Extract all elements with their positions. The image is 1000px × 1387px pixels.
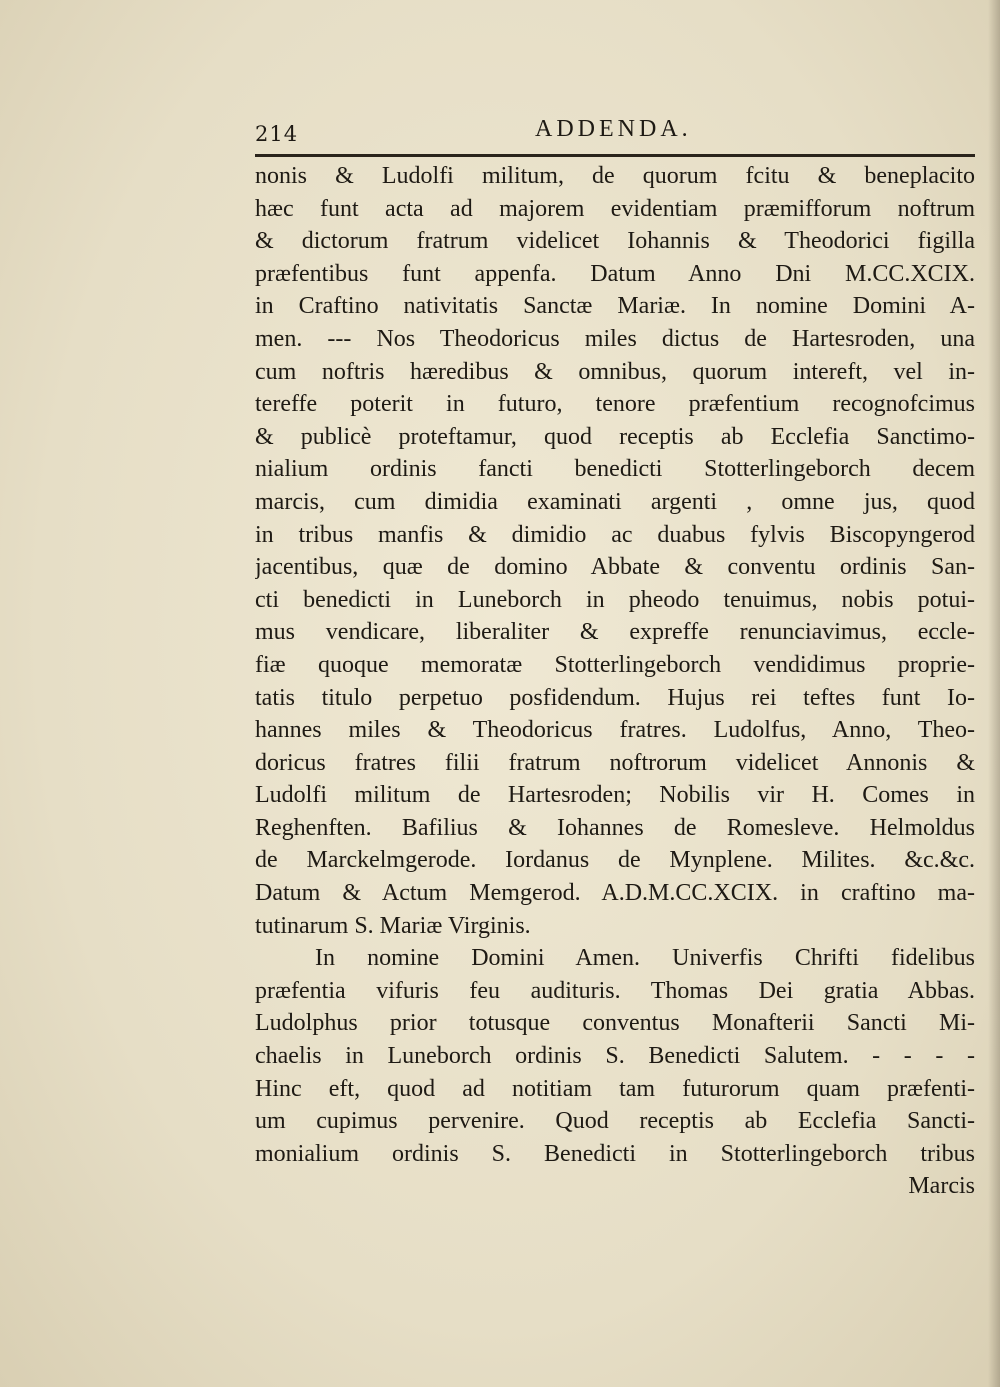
text-line: um cupimus pervenire. Quod receptis ab Ecclefia Sancti- (255, 1108, 975, 1135)
text-line: Reghenften. Bafilius & Iohannes de Romesleve. Helmoldus (255, 814, 975, 841)
text-line: tatis titulo perpetuo posfidendum. Hujus rei teftes funt Io- (255, 684, 975, 711)
text-line: de Marckelmgerode. Iordanus de Mynplene. Milites. &c.&c. (255, 847, 975, 874)
text-line: Ludolfi militum de Hartesroden; Nobilis vir H. Comes in (255, 782, 975, 809)
text-line: nialium ordinis fancti benedicti Stotterlingeborch decem (255, 456, 975, 483)
text-line: in Craftino nativitatis Sanctæ Mariæ. In nomine Domini A- (255, 293, 975, 320)
text-body (255, 160, 975, 1203)
text-line: mus vendicare, liberaliter & expreffe renunciavimus, eccle- (255, 619, 975, 646)
text-line: tutinarum S. Mariæ Virginis. (255, 912, 531, 939)
text-line: cum noftris hæredibus & omnibus, quorum intereft, vel in- (255, 358, 975, 385)
text-line: & publicè proteftamur, quod receptis ab Ecclefia Sanctimo- (255, 423, 975, 450)
text-line: fiæ quoque memoratæ Stotterlingeborch vendidimus proprie- (255, 651, 975, 678)
text-line: præfentia vifuris feu audituris. Thomas Dei gratia Abbas. (255, 977, 975, 1004)
catchword: Marcis (908, 1173, 975, 1200)
text-line: præfentibus funt appenfa. Datum Anno Dni M.CC.XCIX. (255, 260, 975, 287)
text-line: nonis & Ludolfi militum, de quorum fcitu & beneplacito (255, 163, 975, 189)
text-line: marcis, cum dimidia examinati argenti , omne jus, quod (255, 488, 975, 515)
text-line: monialium ordinis S. Benedicti in Stotterlingeborch tribus (255, 1140, 975, 1167)
page-number: 214 (255, 122, 299, 146)
text-line: tereffe poterit in futuro, tenore præfentium recognofcimus (255, 391, 975, 418)
text-line: jacentibus, quæ de domino Abbate & conventu ordinis San- (255, 554, 975, 581)
header-rule (255, 154, 975, 157)
text-line: in tribus manfis & dimidio ac duabus fylvis Biscopyngerod (255, 521, 975, 548)
text-line: & dictorum fratrum videlicet Iohannis & Theodorici figilla (255, 228, 975, 255)
text-line: hæc funt acta ad majorem evidentiam præmifforum noftrum (255, 195, 975, 222)
running-head: ADDENDA. (535, 116, 692, 142)
text-line: cti benedicti in Luneborch in pheodo tenuimus, nobis potui- (255, 586, 975, 613)
text-line: hannes miles & Theodoricus fratres. Ludolfus, Anno, Theo- (255, 717, 975, 744)
page-edge-shadow (988, 0, 1000, 1387)
text-line: doricus fratres filii fratrum noftrorum videlicet Annonis & (255, 749, 975, 776)
text-line: chaelis in Luneborch ordinis S. Benedicti Salutem. - - - - (255, 1043, 975, 1070)
page-header (255, 108, 975, 148)
text-line: Hinc eft, quod ad notitiam tam futurorum quam præfenti- (255, 1075, 975, 1102)
text-line: men. --- Nos Theodoricus miles dictus de Hartesroden, una (255, 325, 975, 352)
text-line: Ludolphus prior totusque conventus Monafterii Sancti Mi- (255, 1010, 975, 1037)
text-line: In nomine Domini Amen. Univerfis Chrifti fidelibus (315, 945, 975, 972)
text-line: Datum & Actum Memgerod. A.D.M.CC.XCIX. in craftino ma- (255, 880, 975, 907)
